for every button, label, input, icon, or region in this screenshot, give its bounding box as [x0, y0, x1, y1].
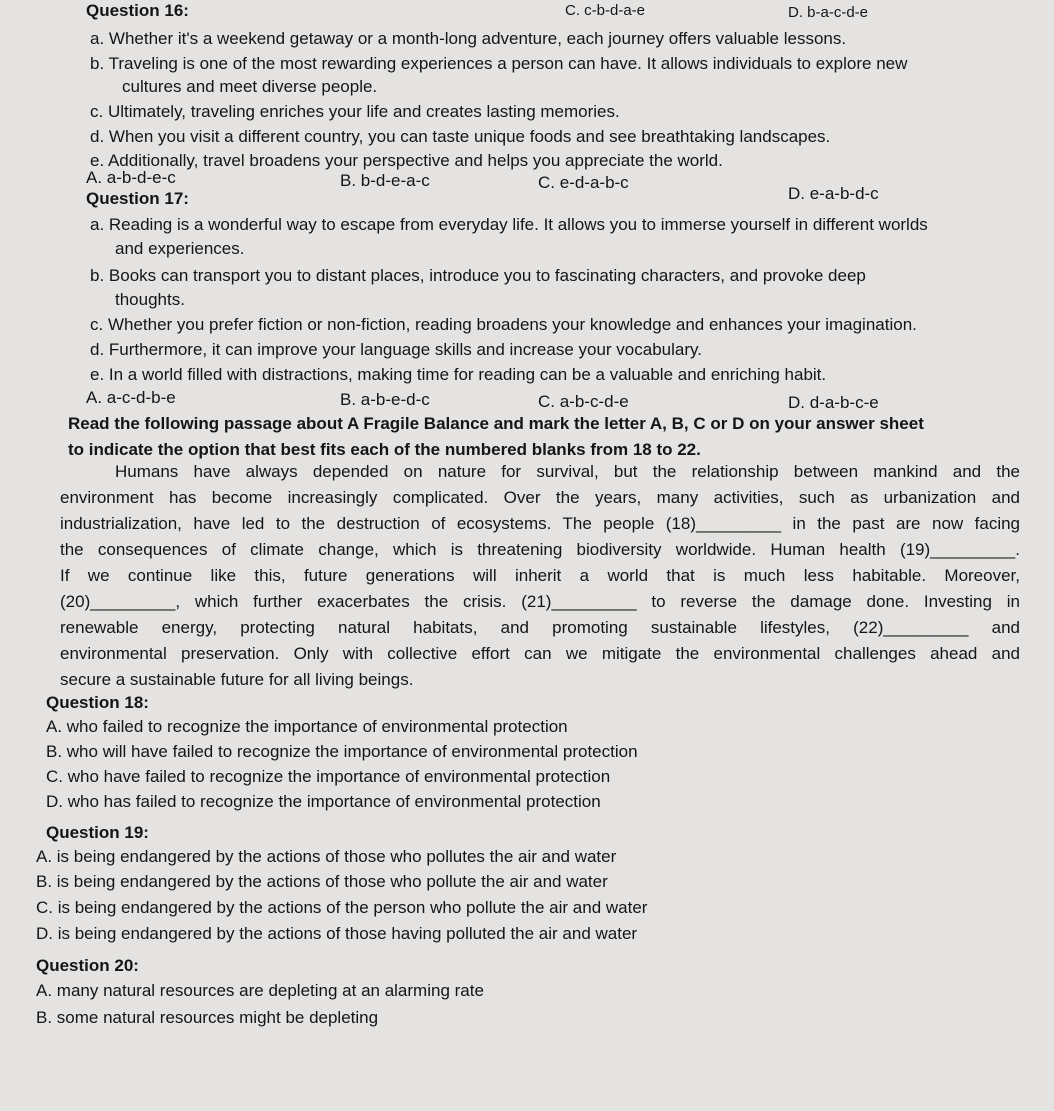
- prev-option-d: D. b-a-c-d-e: [788, 4, 869, 21]
- passage-line: If we continue like this, future generations will inherit a world that is much less habitable. Moreover,: [60, 566, 1020, 585]
- q18-option-d: D. who has failed to recognize the importance of environmental protection: [46, 792, 601, 811]
- q18-option-b: B. who will have failed to recognize the importance of environmental protection: [46, 742, 638, 761]
- q16-option-b: B. b-d-e-a-c: [340, 171, 430, 190]
- q16-sentence-d: d. When you visit a different country, you can taste unique foods and see breathtaking landscapes.: [90, 127, 831, 146]
- q16-sentence-b-line1: b. Traveling is one of the most rewarding experiences a person can have. It allows individuals to explore new: [90, 54, 908, 73]
- passage-body: [60, 459, 1020, 693]
- passage-line: environment has become increasingly complicated. Over the years, many activities, such as urbanization and: [60, 488, 1020, 507]
- passage-line: the consequences of climate change, which is threatening biodiversity worldwide. Human health (19)_________.: [60, 540, 1020, 559]
- passage-line: industrialization, have led to the destruction of ecosystems. The people (18)_________ in the past are now facing: [60, 514, 1020, 533]
- question-18-title: Question 18:: [46, 693, 149, 712]
- q19-option-a: A. is being endangered by the actions of those who pollutes the air and water: [36, 847, 617, 866]
- passage-line: Humans have always depended on nature for survival, but the relationship between mankind and the: [115, 462, 1020, 481]
- q17-option-c: C. a-b-c-d-e: [538, 392, 629, 411]
- passage-line: environmental preservation. Only with collective effort can we mitigate the environmental challenges ahead and: [60, 644, 1020, 663]
- question-19-title: Question 19:: [46, 823, 149, 842]
- q17-sentence-c: c. Whether you prefer fiction or non-fiction, reading broadens your knowledge and enhances your imagination.: [90, 315, 917, 334]
- question-16-title: Question 16:: [86, 1, 189, 20]
- q16-sentence-a: a. Whether it's a weekend getaway or a month-long adventure, each journey offers valuable lessons.: [90, 29, 847, 48]
- passage-instruction-line1: Read the following passage about A Fragile Balance and mark the letter A, B, C or D on your answer sheet: [68, 414, 924, 433]
- passage-line: (20)_________, which further exacerbates the crisis. (21)_________ to reverse the damage done. Investing in: [60, 592, 1020, 611]
- passage-instruction-line2: to indicate the option that best fits each of the numbered blanks from 18 to 22.: [68, 440, 701, 459]
- q18-option-a: A. who failed to recognize the importance of environmental protection: [46, 717, 568, 736]
- question-17-title: Question 17:: [86, 189, 189, 208]
- q17-sentence-a-line2: and experiences.: [115, 239, 245, 258]
- prev-option-c: C. c-b-d-a-e: [565, 2, 646, 19]
- q19-option-c: C. is being endangered by the actions of the person who pollute the air and water: [36, 898, 648, 917]
- q19-option-b: B. is being endangered by the actions of those who pollute the air and water: [36, 872, 608, 891]
- q17-sentence-d: d. Furthermore, it can improve your language skills and increase your vocabulary.: [90, 340, 702, 359]
- q20-option-a: A. many natural resources are depleting at an alarming rate: [36, 981, 484, 1000]
- question-20-title: Question 20:: [36, 956, 139, 975]
- q17-sentence-e: e. In a world filled with distractions, making time for reading can be a valuable and enriching habit.: [90, 365, 827, 384]
- q17-option-d: D. d-a-b-c-e: [788, 393, 879, 412]
- q19-option-d: D. is being endangered by the actions of those having polluted the air and water: [36, 924, 638, 943]
- passage-line: renewable energy, protecting natural habitats, and promoting sustainable lifestyles, (22)_________ and: [60, 618, 1020, 637]
- q17-sentence-a-line1: a. Reading is a wonderful way to escape from everyday life. It allows you to immerse yourself in different worlds: [90, 215, 928, 234]
- q17-option-b: B. a-b-e-d-c: [340, 390, 430, 409]
- q16-option-a: A. a-b-d-e-c: [86, 168, 176, 187]
- q16-sentence-e: e. Additionally, travel broadens your perspective and helps you appreciate the world.: [90, 151, 723, 170]
- q16-option-c: C. e-d-a-b-c: [538, 173, 629, 192]
- passage-line: secure a sustainable future for all living beings.: [60, 670, 414, 689]
- q16-sentence-b-line2: cultures and meet diverse people.: [122, 77, 378, 96]
- q16-option-d: D. e-a-b-d-c: [788, 184, 879, 203]
- q16-sentence-c: c. Ultimately, traveling enriches your life and creates lasting memories.: [90, 102, 620, 121]
- q17-sentence-b-line2: thoughts.: [115, 290, 185, 309]
- q18-option-c: C. who have failed to recognize the importance of environmental protection: [46, 767, 611, 786]
- q17-sentence-b-line1: b. Books can transport you to distant places, introduce you to fascinating characters, and provoke deep: [90, 266, 866, 285]
- q17-option-a: A. a-c-d-b-e: [86, 388, 176, 407]
- q20-option-b: B. some natural resources might be depleting: [36, 1008, 379, 1027]
